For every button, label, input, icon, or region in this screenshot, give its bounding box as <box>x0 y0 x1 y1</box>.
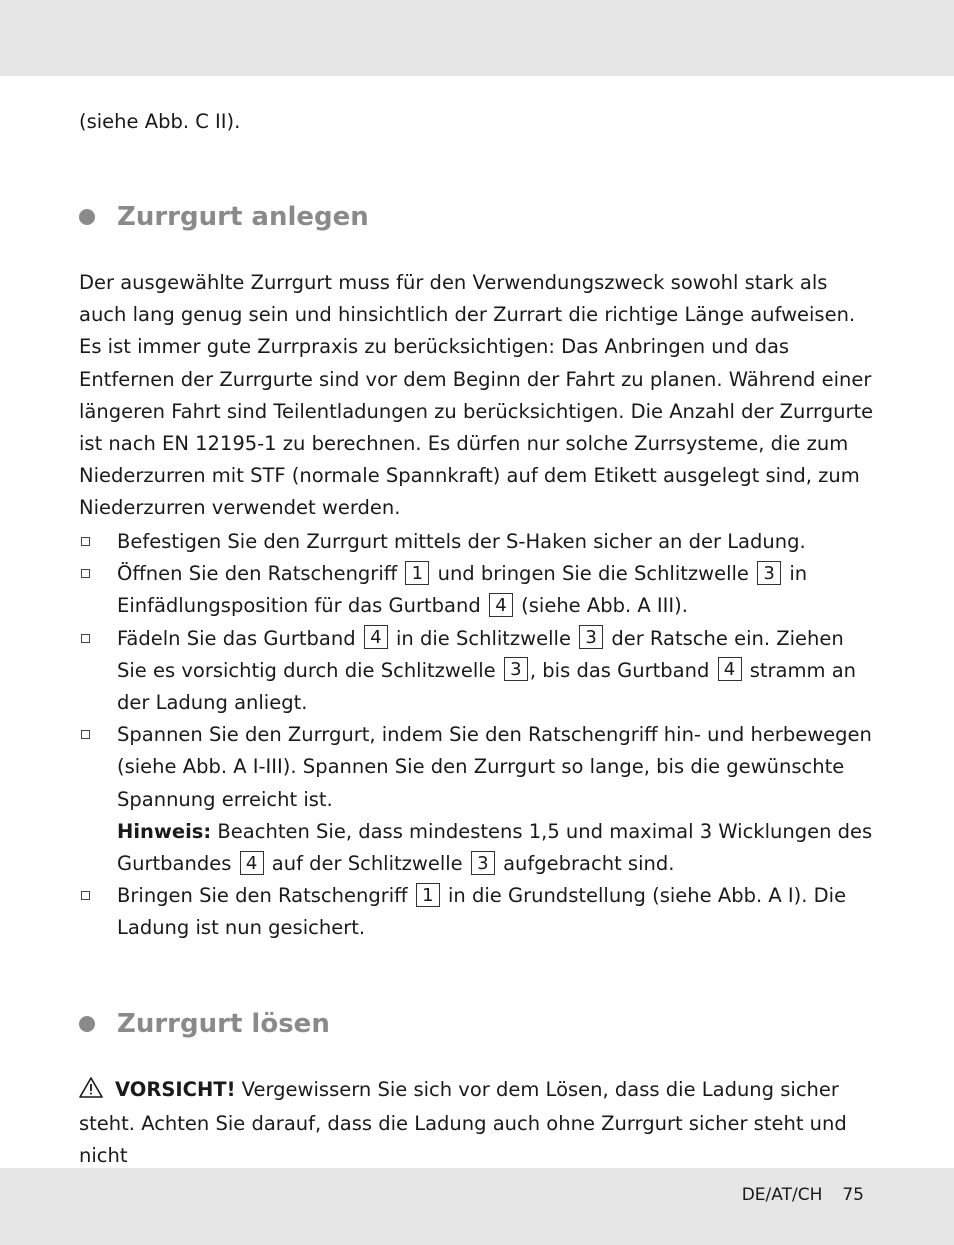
note-label: Hinweis: <box>117 819 212 843</box>
step-item <box>79 558 879 622</box>
part-number: 3 <box>471 851 495 875</box>
language-code: DE/AT/CH <box>741 1185 823 1205</box>
step-item <box>79 526 879 558</box>
section-title: Zurrgurt lösen <box>117 1009 330 1039</box>
section-heading-loesen <box>79 1004 330 1044</box>
page-number: 75 <box>842 1185 864 1205</box>
section-heading-anlegen <box>79 197 369 237</box>
warning-text: Vergewissern Sie sich vor dem Lösen, dass die Ladung sicher steht. Achten Sie darauf, dass die Ladung auch ohne Zurrgurt sicher steht und nicht <box>79 1078 847 1168</box>
step-text: Bringen Sie den Ratschengriff 1 in die Grundstellung (siehe Abb. A I). Die Ladung ist nun gesichert. <box>117 884 847 940</box>
part-number: 3 <box>757 561 781 585</box>
step-text: Befestigen Sie den Zurrgurt mittels der S-Haken sicher an der Ladung. <box>117 530 806 553</box>
checkbox-icon <box>79 719 117 816</box>
bullet-dot-icon <box>79 1016 95 1032</box>
part-number: 3 <box>579 625 603 649</box>
warning-paragraph <box>79 1074 879 1173</box>
warning-triangle-icon <box>79 1076 105 1108</box>
step-item <box>79 623 879 720</box>
section-title: Zurrgurt anlegen <box>117 202 369 232</box>
header-band <box>0 0 954 76</box>
part-number: 1 <box>405 561 429 585</box>
checkbox-icon <box>79 558 117 622</box>
step-list <box>79 526 879 945</box>
checkbox-icon <box>79 526 117 558</box>
section-paragraph: Der ausgewählte Zurrgurt muss für den Verwendungszweck sowohl stark als auch lang genug sein und hinsichtlich der Zurrart die richtige Länge aufweisen. Es ist immer gute Zurrpraxis zu berücksichtigen: Das Anbringen und das Entfernen der Zurrgurte sind vor dem Beginn der Fahrt zu planen. Während einer längeren Fahrt sind Teilentladungen zu berücksichtigen. Die Anzahl der Zurrgurte ist nach EN 12195-1 zu berechnen. Es dürfen nur solche Zurrsysteme, die zum Niederzurren mit STF (normale Spannkraft) auf dem Etikett ausgelegt sind, zum Niederzurren verwendet werden. <box>79 271 874 520</box>
step-text: Spannen Sie den Zurrgurt, indem Sie den Ratschengriff hin- und herbewegen (siehe Abb. A I-III). Spannen Sie den Zurrgurt so lange, bis die gewünschte Spannung erreicht ist. <box>117 723 872 811</box>
part-number: 4 <box>489 593 513 617</box>
bullet-dot-icon <box>79 209 95 225</box>
part-number: 1 <box>416 883 440 907</box>
checkbox-icon <box>79 880 117 944</box>
part-number: 3 <box>504 657 528 681</box>
step-item <box>79 880 879 944</box>
step-text: Fädeln Sie das Gurtband 4 in die Schlitzwelle 3 der Ratsche ein. Ziehen Sie es vorsichtig durch die Schlitzwelle 3 , bis das Gurtband 4 stramm an der Ladung anliegt. <box>117 626 857 715</box>
checkbox-icon <box>79 623 117 720</box>
part-number: 4 <box>240 851 264 875</box>
page-footer <box>742 1185 864 1205</box>
part-number: 4 <box>364 625 388 649</box>
warning-label: VORSICHT! <box>115 1078 236 1101</box>
intro-text: (siehe Abb. C II). <box>79 110 241 133</box>
step-text: Öffnen Sie den Ratschengriff 1 und bringen Sie die Schlitzwelle 3 in Einfädlungsposition für das Gurtband 4 (siehe Abb. A III). <box>117 562 808 618</box>
part-number: 4 <box>718 657 742 681</box>
footer-band <box>0 1168 954 1245</box>
note-block: Hinweis: Beachten Sie, dass mindestens 1,5 und maximal 3 Wicklungen des Gurtbandes 4 auf der Schlitzwelle 3 aufgebracht sind. <box>117 819 873 876</box>
step-item <box>79 719 879 816</box>
